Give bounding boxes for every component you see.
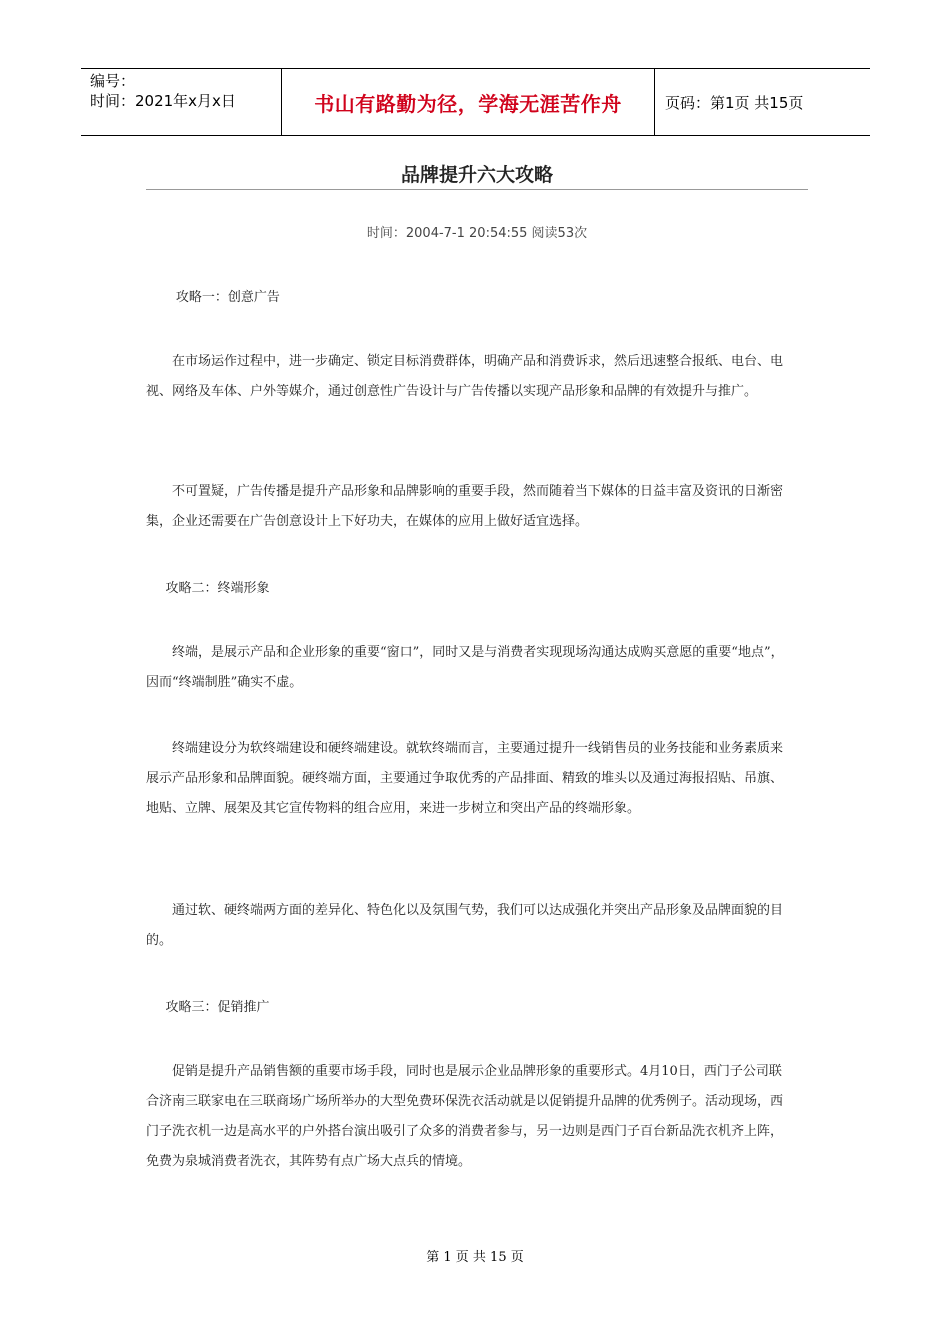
paragraph-2: 不可置疑，广告传播是提升产品形象和品牌影响的重要手段，然而随着当下媒体的日益丰富及资讯的日渐密集，企业还需要在广告创意设计上下好功夫，在媒体的应用上做好适宜选择。 (146, 484, 784, 529)
paragraph-4: 终端建设分为软终端建设和硬终端建设。就软终端而言，主要通过提升一线销售员的业务技能和业务素质来展示产品形象和品牌面貌。硬终端方面，主要通过争取优秀的产品排面、精致的堆头以及通过海报招贴、吊旗、地贴、立牌、展架及其它宣传物料的组合应用，来进一步树立和突出产品的终端形象。 (146, 741, 784, 816)
title-divider (146, 189, 808, 190)
header-table (81, 68, 870, 136)
section-heading-1: 攻略一：创意广告 (175, 290, 280, 305)
paragraph-5: 通过软、硬终端两方面的差异化、特色化以及氛围气势，我们可以达成强化并突出产品形象及品牌面貌的目的。 (146, 903, 784, 948)
page-footer: 第 1 页 共 15 页 (426, 1250, 524, 1265)
article-title: 品牌提升六大攻略 (400, 164, 553, 186)
motto-text: 书山有路勤为径，学海无涯苦作舟 (314, 91, 622, 116)
page-label: 页码：第1页 共15页 (665, 93, 804, 112)
time-label: 时间：2021年x月x日 (90, 92, 236, 110)
number-label: 编号： (90, 72, 136, 90)
section-heading-3: 攻略三：促销推广 (165, 1000, 270, 1015)
paragraph-6: 促销是提升产品销售额的重要市场手段，同时也是展示企业品牌形象的重要形式。4月10日，西门子公司联合济南三联家电在三联商场广场所举办的大型免费环保洗衣活动就是以促销提升品牌的优秀例子。活动现场，西门子洗衣机一边是高水平的户外搭台演出吸引了众多的消费者参与，另一边则是西门子百台新品洗衣机齐上阵，免费为泉城消费者洗衣，其阵势有点广场大点兵的情境。 (146, 1064, 784, 1169)
header-info-cell (81, 69, 281, 135)
paragraph-3: 终端，是展示产品和企业形象的重要“窗口”，同时又是与消费者实现现场沟通达成购买意愿的重要“地点”，因而“终端制胜”确实不虚。 (146, 645, 784, 690)
section-heading-2: 攻略二：终端形象 (165, 581, 270, 596)
paragraph-1: 在市场运作过程中，进一步确定、锁定目标消费群体，明确产品和消费诉求，然后迅速整合报纸、电台、电视、网络及车体、户外等媒介，通过创意性广告设计与广告传播以实现产品形象和品牌的有效提升与推广。 (146, 354, 784, 399)
article-meta: 时间：2004-7-1 20:54:55 阅读53次 (366, 226, 588, 241)
header-page-cell (655, 69, 870, 135)
header-motto-cell (281, 69, 655, 135)
